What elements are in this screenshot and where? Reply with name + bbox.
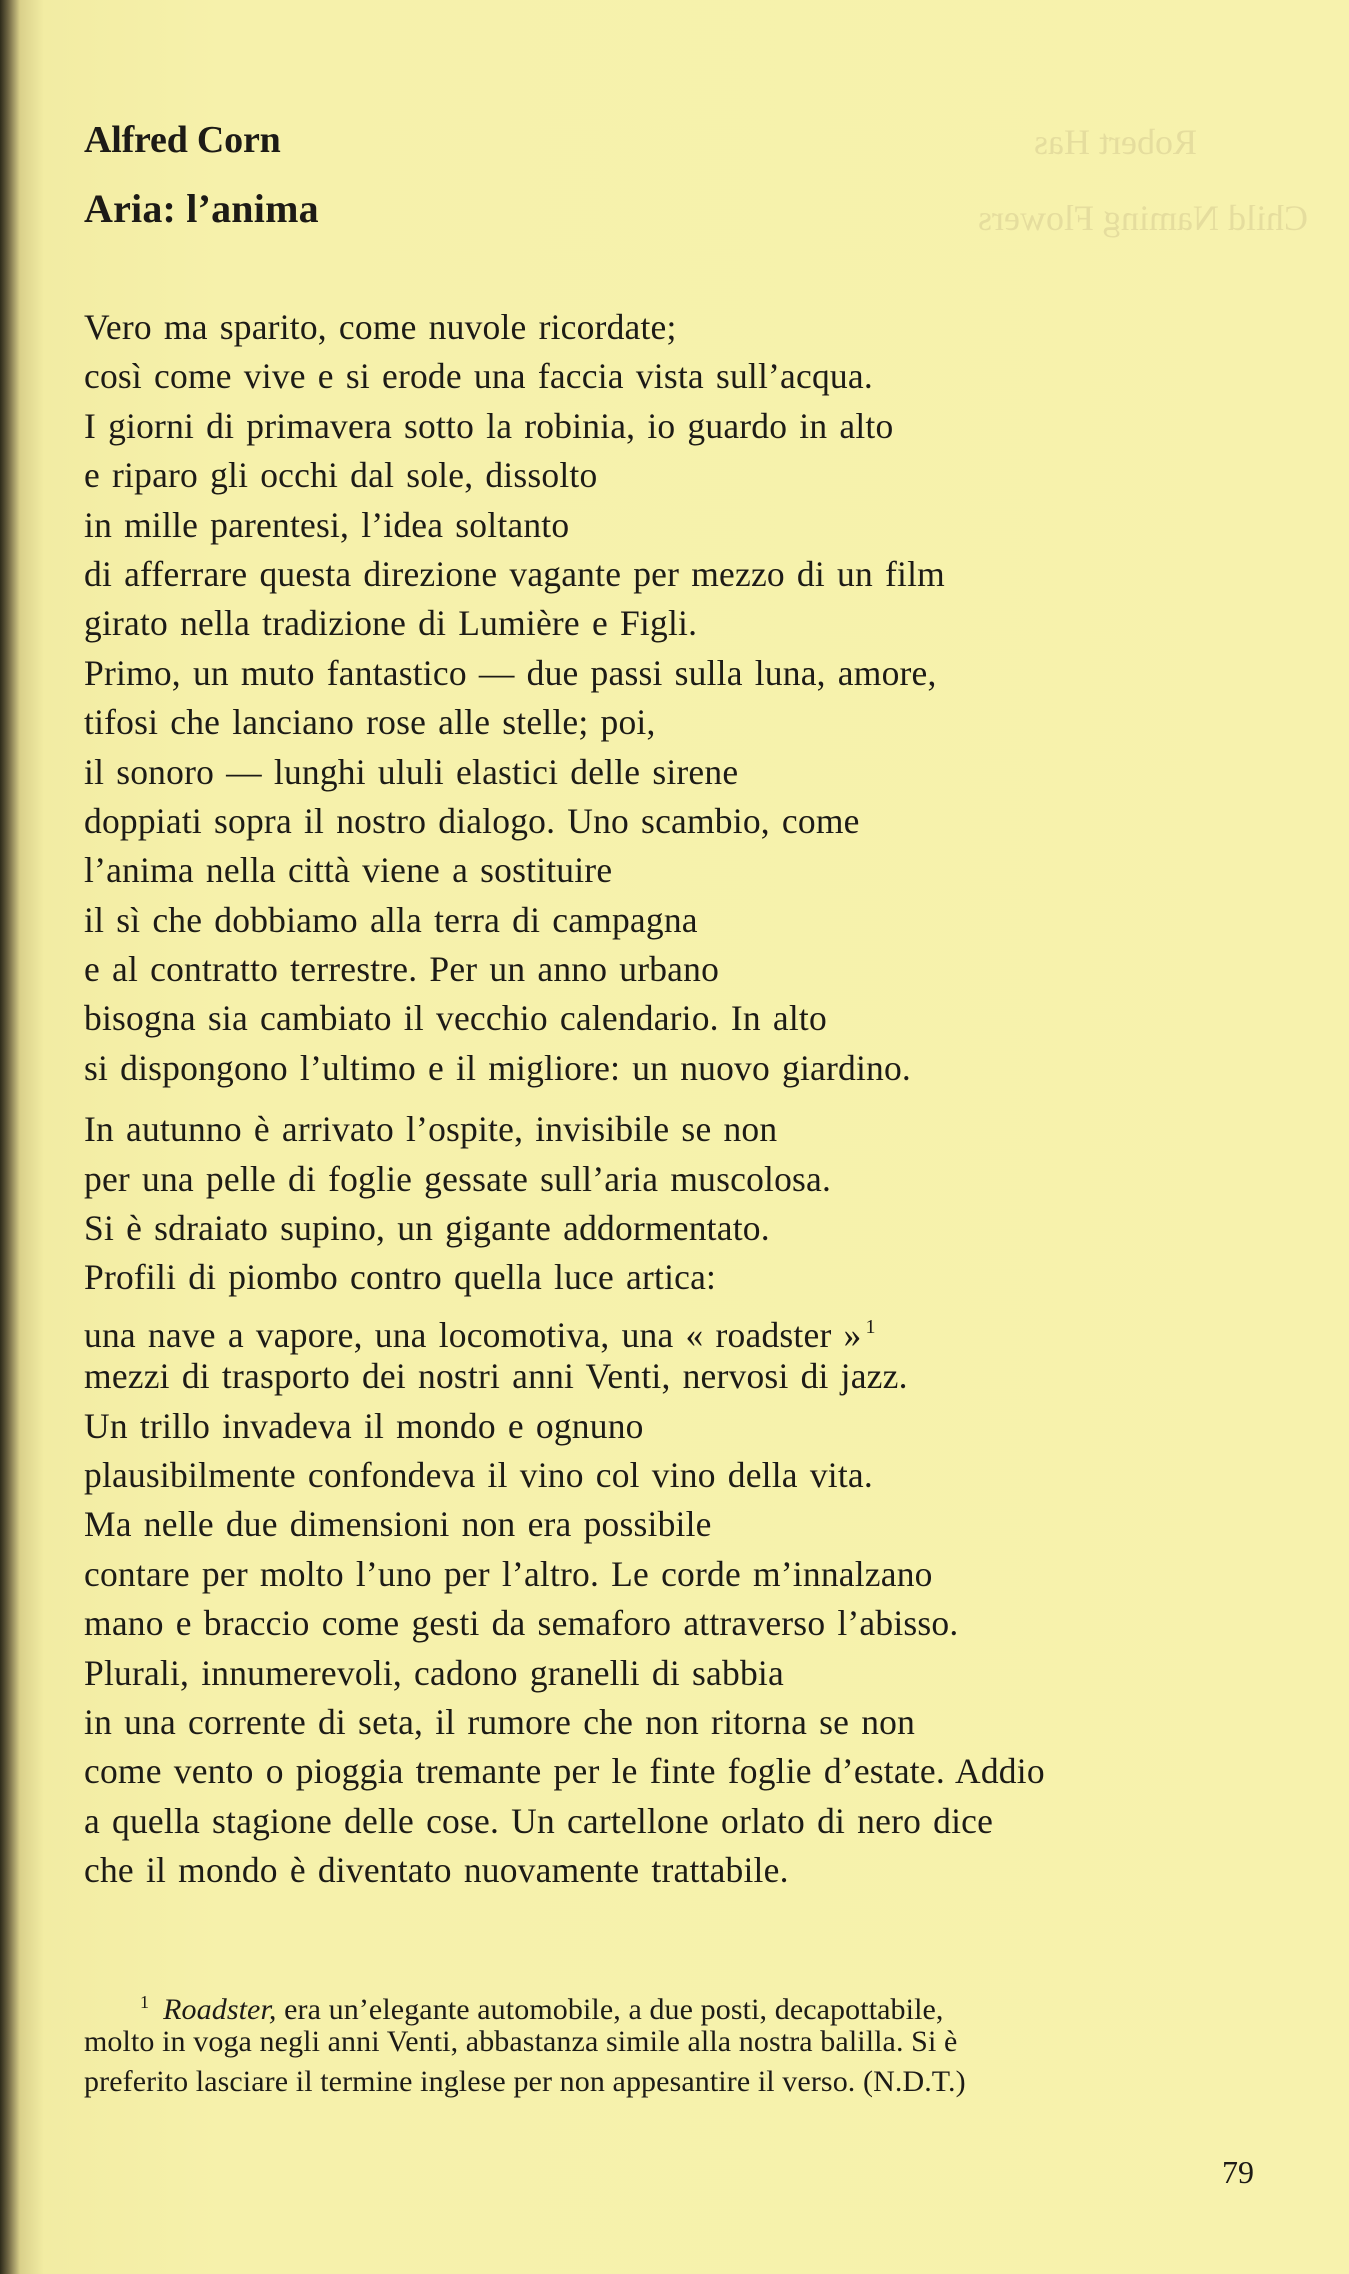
- poem-line: che il mondo è diventato nuovamente trattabile.: [84, 1850, 789, 1891]
- poem-line: Un trillo invadeva il mondo e ognuno: [84, 1405, 644, 1446]
- footnote-line: molto in voga negli anni Venti, abbastanza simile alla nostra balilla. Si è: [84, 2025, 958, 2058]
- poem-line: tifosi che lanciano rose alle stelle; poi,: [84, 702, 656, 743]
- poem-line: il sì che dobbiamo alla terra di campagna: [84, 899, 698, 940]
- poem-line: si dispongono l’ultimo e il migliore: un nuovo giardino.: [84, 1047, 911, 1088]
- poem-line: così come vive e si erode una faccia vista sull’acqua.: [84, 356, 873, 397]
- poem-header: [84, 116, 784, 234]
- poem-line: contare per molto l’uno per l’altro. Le corde m’innalzano: [84, 1553, 933, 1594]
- poem-line: e riparo gli occhi dal sole, dissolto: [84, 455, 598, 496]
- poem-line: Ma nelle due dimensioni non era possibile: [84, 1504, 712, 1545]
- footnote: [84, 1982, 1284, 2102]
- poem-line: Plurali, innumerevoli, cadono granelli di sabbia: [84, 1652, 784, 1693]
- show-through-text: Child Naming Flowers: [978, 198, 1308, 238]
- poem-line: I giorni di primavera sotto la robinia, io guardo in alto: [84, 405, 894, 446]
- poem-line: in mille parentesi, l’idea soltanto: [84, 504, 570, 545]
- poem-line: Vero ma sparito, come nuvole ricordate;: [84, 307, 677, 347]
- poem-line: di afferrare questa direzione vagante per mezzo di un film: [84, 553, 945, 594]
- stanza-2: [84, 1105, 1284, 1895]
- footnote-line: preferito lasciare il termine inglese per non appesantire il verso. (N.D.T.): [84, 2065, 966, 2098]
- poem-line: come vento o pioggia tremante per le finte foglie d’estate. Addio: [84, 1751, 1045, 1792]
- author-name: Alfred Corn: [84, 119, 281, 161]
- poem-line: doppiati sopra il nostro dialogo. Uno scambio, come: [84, 800, 860, 841]
- poem-line: mezzi di trasporto dei nostri anni Venti, nervosi di jazz.: [84, 1356, 908, 1397]
- poem-line: Si è sdraiato supino, un gigante addormentato.: [84, 1208, 770, 1249]
- poem-line: In autunno è arrivato l’ospite, invisibile se non: [84, 1109, 778, 1150]
- poem-line: a quella stagione delle cose. Un cartellone orlato di nero dice: [84, 1800, 994, 1841]
- poem-line: Profili di piombo contro quella luce artica:: [84, 1257, 717, 1298]
- footnote-marker: 1: [140, 1992, 150, 2012]
- poem-line: Primo, un muto fantastico — due passi sulla luna, amore,: [84, 652, 937, 693]
- page-number: 79: [1222, 2154, 1254, 2190]
- footnote-text: era un’elegante automobile, a due posti, decapottabile,: [284, 1993, 944, 2026]
- poem-line-with-footnote: [84, 1303, 1284, 1355]
- poem-line-text: una nave a vapore, una locomotiva, una « roadster »: [84, 1314, 862, 1355]
- poem-line: l’anima nella città viene a sostituire: [84, 850, 613, 891]
- poem-line: mano e braccio come gesti da semaforo attraverso l’abisso.: [84, 1603, 959, 1644]
- stanza-1: [84, 303, 1284, 1093]
- poem-line: girato nella tradizione di Lumière e Figli.: [84, 603, 698, 644]
- poem-line: e al contratto terrestre. Per un anno urbano: [84, 949, 720, 990]
- poem-line: per una pelle di foglie gessate sull’aria muscolosa.: [84, 1158, 832, 1199]
- footnote-term: Roadster,: [163, 1993, 277, 2026]
- poem-line: plausibilmente confondeva il vino col vino della vita.: [84, 1454, 873, 1495]
- poem-title: Aria: l’anima: [84, 186, 319, 231]
- poem-line: bisogna sia cambiato il vecchio calendario. In alto: [84, 998, 827, 1039]
- footnote-line: [84, 1982, 1284, 2026]
- poem-line: in una corrente di seta, il rumore che non ritorna se non: [84, 1701, 916, 1742]
- poem-body: [84, 303, 1284, 1896]
- poem-line: il sonoro — lunghi ululi elastici delle sirene: [84, 751, 739, 792]
- footnote-reference: 1: [865, 1315, 876, 1338]
- show-through-text: Robert Has: [1034, 122, 1197, 162]
